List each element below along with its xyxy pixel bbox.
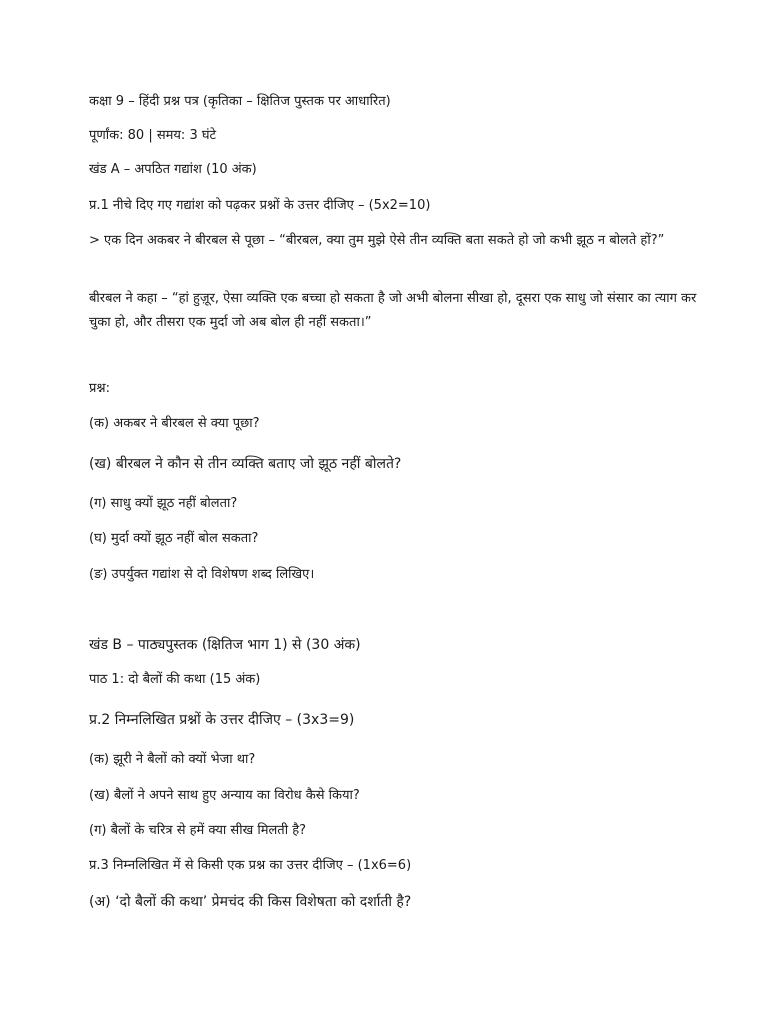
- question-1: प्र.1 नीचे दिए गए गद्यांश को पढ़कर प्रश्नों के उत्तर दीजिए – (5x2=10): [89, 198, 431, 213]
- question-item: (अ) ‘दो बैलों की कथा’ प्रेमचंद की किस विशेषता को दर्शाती है?: [89, 894, 412, 910]
- question-item: (ग) साधु क्यों झूठ नहीं बोलता?: [89, 496, 238, 511]
- question-item: (ङ) उपर्युक्त गद्यांश से दो विशेषण शब्द लिखिए।: [89, 567, 315, 582]
- question-3: प्र.3 निम्नलिखित में से किसी एक प्रश्न का उत्तर दीजिए – (1x6=6): [89, 858, 412, 873]
- question-item: (ग) बैलों के चरित्र से हमें क्या सीख मिलती है?: [89, 823, 307, 838]
- question-item: (क) अकबर ने बीरबल से क्या पूछा?: [89, 416, 260, 431]
- lesson-title: पाठ 1: दो बैलों की कथा (15 अंक): [89, 672, 261, 687]
- question-item: (ख) बैलों ने अपने साथ हुए अन्याय का विरोध कैसे किया?: [89, 788, 360, 803]
- question-item: (ख) बीरबल ने कौन से तीन व्यक्ति बताए जो झूठ नहीं बोलते?: [89, 456, 402, 472]
- section-b-heading: खंड B – पाठ्यपुस्तक (क्षितिज भाग 1) से (30 अंक): [89, 637, 361, 653]
- question-item: (क) झूरी ने बैलों को क्यों भेजा था?: [89, 752, 256, 767]
- question-item: (घ) मुर्दा क्यों झूठ नहीं बोल सकता?: [89, 531, 259, 546]
- questions-label: प्रश्न:: [89, 381, 110, 396]
- exam-title: कक्षा 9 – हिंदी प्रश्न पत्र (कृतिका – क्षितिज पुस्तक पर आधारित): [89, 94, 391, 109]
- exam-meta: पूर्णांक: 80 | समय: 3 घंटे: [89, 128, 217, 143]
- passage-paragraph-1: > एक दिन अकबर ने बीरबल से पूछा – “बीरबल, क्या तुम मुझे ऐसे तीन व्यक्ति बता सकते हो जो कभी झूठ न बोलते हों?”: [89, 233, 665, 248]
- section-a-heading: खंड A – अपठित गद्यांश (10 अंक): [89, 162, 257, 177]
- question-2: प्र.2 निम्नलिखित प्रश्नों के उत्तर दीजिए – (3x3=9): [89, 712, 355, 728]
- passage-paragraph-2: बीरबल ने कहा – “हां हुज़ूर, ऐसा व्यक्ति एक बच्चा हो सकता है जो अभी बोलना सीखा हो, दूसरा एक साधु जो संसार का त्याग कर चुका हो, और तीसरा एक मुर्दा जो अब बोल ही नहीं सकता।”: [89, 291, 697, 330]
